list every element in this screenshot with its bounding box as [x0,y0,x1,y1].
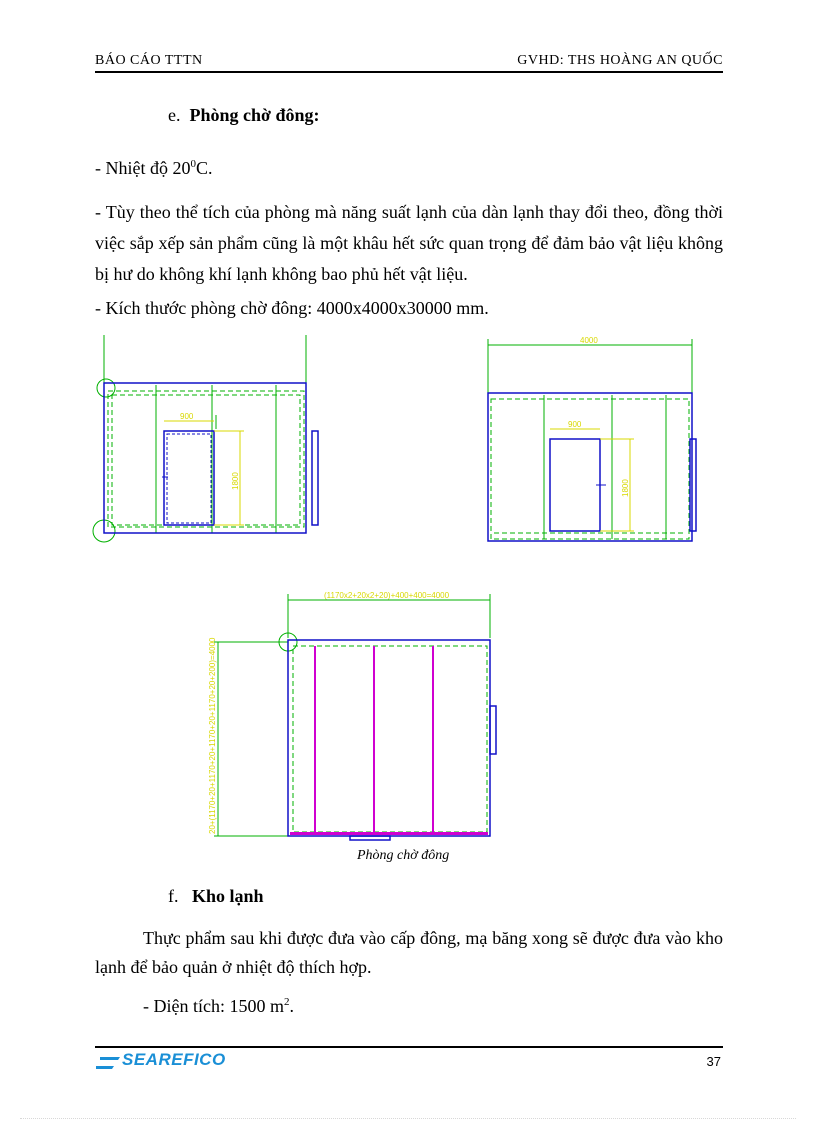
section-e-heading [168,101,320,129]
searefico-logo [96,1048,236,1070]
section-e-paragraph: - Tùy theo thể tích của phòng mà năng suất lạnh của dàn lạnh thay đổi theo, đồng thời việc sắp xếp sản phẩm cũng là một khâu hết sức quan trọng để đảm bảo vật liệu không bị hư do không khí lạnh không bao phủ hết vật liệu. [95,202,723,284]
section-e-label: e. [168,105,181,125]
right-dim-overall: 4000 [580,336,598,345]
temperature-unit: C. [195,158,213,178]
plan-dim-top: (1170x2+20x2+20)+400+400=4000 [324,591,450,600]
temperature-line [95,150,213,182]
area-text: - Diện tích: 1500 m [143,996,284,1016]
section-f-heading [168,882,264,910]
area-period: . [289,996,294,1016]
page-number: 37 [706,1054,721,1069]
header-report-title: BÁO CÁO TTTN [95,53,203,68]
left-dim-door-height: 1800 [231,472,240,490]
area-superscript: 2 [283,996,290,1008]
page-header [95,50,723,72]
elevation-drawing-left [92,335,324,575]
room-size-line: - Kích thước phòng chờ đông: 4000x4000x30000 mm. [95,298,489,318]
section-f-label: f. [168,886,179,906]
section-f-title: Kho lạnh [192,886,264,906]
area-line [143,988,294,1020]
right-dim-door-width: 900 [568,420,582,429]
header-rule [95,71,723,73]
figure-caption: Phòng chờ đông [357,848,450,863]
left-dim-door-width: 900 [180,412,194,421]
plan-dim-side: 20+(1170+20+1170+20+1170+20+1170+20+200)=4000 [208,637,217,834]
section-e-title: Phòng chờ đông: [189,105,320,125]
floor-plan-drawing [200,588,510,844]
page-edge-dots [20,1118,796,1119]
temperature-degree: 0 [190,158,196,170]
temperature-text: - Nhiệt độ 20 [95,158,191,178]
right-dim-door-height: 1800 [621,479,630,497]
logo-text: SEAREFICO [122,1050,226,1069]
elevation-drawing-right [482,335,702,550]
header-advisor: GVHD: THS HOÀNG AN QUỐC [517,53,723,68]
section-f-paragraph: Thực phẩm sau khi được đưa vào cấp đông, mạ băng xong sẽ được đưa vào kho lạnh để bảo quản ở nhiệt độ thích hợp. [95,928,723,977]
